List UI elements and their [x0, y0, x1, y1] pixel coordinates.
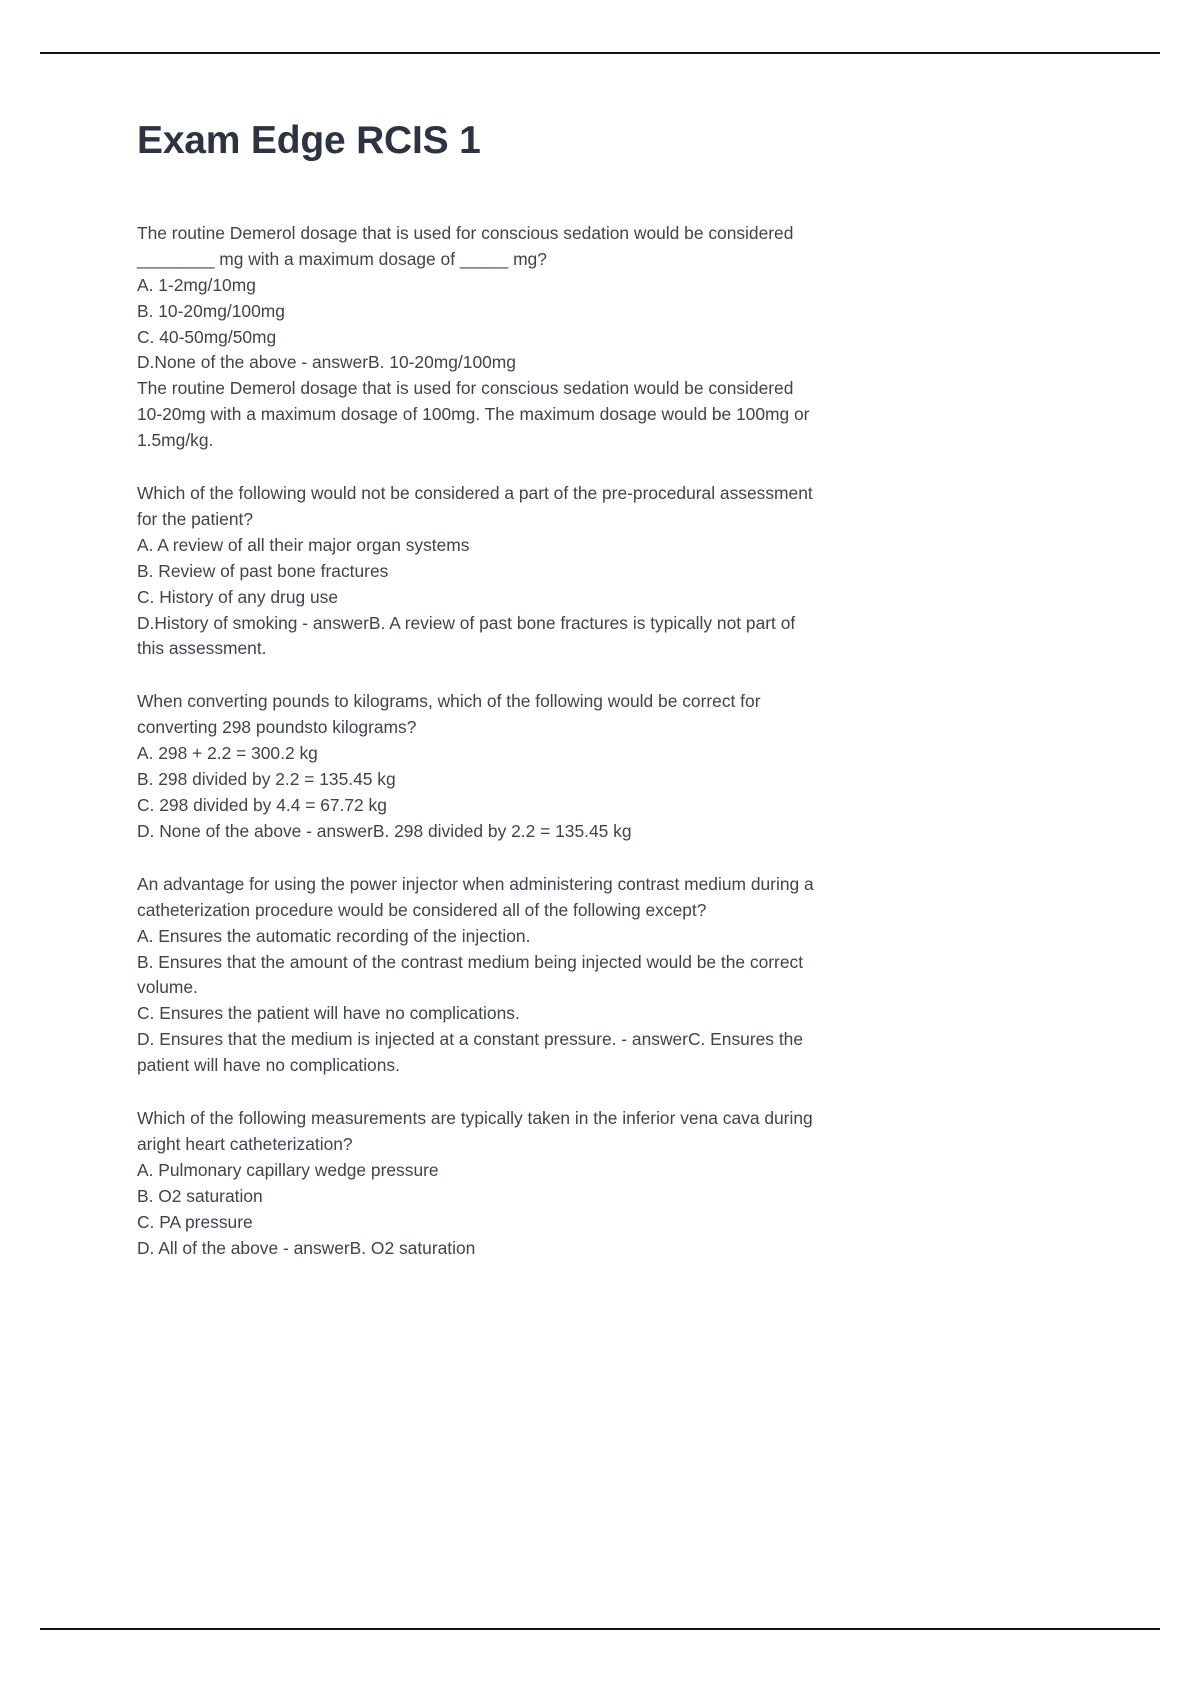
qa-line: C. 298 divided by 4.4 = 67.72 kg: [137, 795, 387, 816]
qa-line: A. Pulmonary capillary wedge pressure: [137, 1159, 439, 1180]
qa-line: this assessment.: [137, 638, 267, 659]
qa-line: C. 40-50mg/50mg: [137, 326, 277, 347]
qa-line: B. O2 saturation: [137, 1185, 263, 1206]
question-blocks: [137, 221, 1017, 1262]
qa-line: Which of the following measurements are typically taken in the inferior vena cava during: [137, 1108, 813, 1129]
qa-line: When converting pounds to kilograms, which of the following would be correct for: [137, 691, 761, 712]
qa-block: [137, 689, 1017, 844]
qa-line: aright heart catheterization?: [137, 1133, 353, 1154]
qa-line: converting 298 poundsto kilograms?: [137, 717, 417, 738]
qa-line: for the patient?: [137, 508, 254, 529]
qa-line: D.History of smoking - answerB. A review of past bone fractures is typically not part of: [137, 612, 796, 633]
qa-line: D.None of the above - answerB. 10-20mg/100mg: [137, 352, 516, 373]
qa-line: B. Review of past bone fractures: [137, 560, 389, 581]
qa-block: [137, 221, 1017, 454]
qa-line: D. None of the above - answerB. 298 divided by 2.2 = 135.45 kg: [137, 820, 632, 841]
qa-line: 1.5mg/kg.: [137, 430, 214, 451]
qa-line: C. History of any drug use: [137, 586, 339, 607]
qa-line: patient will have no complications.: [137, 1055, 400, 1076]
qa-line: volume.: [137, 977, 198, 998]
qa-line: 10-20mg with a maximum dosage of 100mg. The maximum dosage would be 100mg or: [137, 404, 810, 425]
qa-block: [137, 872, 1017, 1079]
qa-line: A. 298 + 2.2 = 300.2 kg: [137, 743, 318, 764]
qa-line: Which of the following would not be considered a part of the pre-procedural assessment: [137, 483, 813, 504]
qa-line: D. All of the above - answerB. O2 saturation: [137, 1237, 476, 1258]
qa-block: [137, 481, 1017, 662]
qa-line: The routine Demerol dosage that is used for conscious sedation would be considered: [137, 222, 794, 243]
page-bottom-rule: [40, 1628, 1160, 1630]
qa-block: [137, 1106, 1017, 1261]
qa-line: C. Ensures the patient will have no complications.: [137, 1003, 520, 1024]
qa-line: B. Ensures that the amount of the contrast medium being injected would be the correct: [137, 951, 804, 972]
qa-line: catheterization procedure would be considered all of the following except?: [137, 899, 707, 920]
qa-line: An advantage for using the power injector when administering contrast medium during a: [137, 873, 814, 894]
qa-line: A. 1-2mg/10mg: [137, 274, 256, 295]
qa-line: B. 10-20mg/100mg: [137, 300, 285, 321]
qa-line: A. Ensures the automatic recording of the injection.: [137, 925, 531, 946]
qa-line: A. A review of all their major organ systems: [137, 534, 470, 555]
page-top-rule: [40, 52, 1160, 54]
qa-line: ________ mg with a maximum dosage of _____ mg?: [137, 248, 547, 269]
qa-line: D. Ensures that the medium is injected at a constant pressure. - answerC. Ensures the: [137, 1029, 803, 1050]
page-title: Exam Edge RCIS 1: [137, 119, 481, 162]
qa-line: The routine Demerol dosage that is used for conscious sedation would be considered: [137, 378, 794, 399]
qa-line: B. 298 divided by 2.2 = 135.45 kg: [137, 769, 396, 790]
qa-line: C. PA pressure: [137, 1211, 253, 1232]
document-content: [137, 120, 1017, 1289]
